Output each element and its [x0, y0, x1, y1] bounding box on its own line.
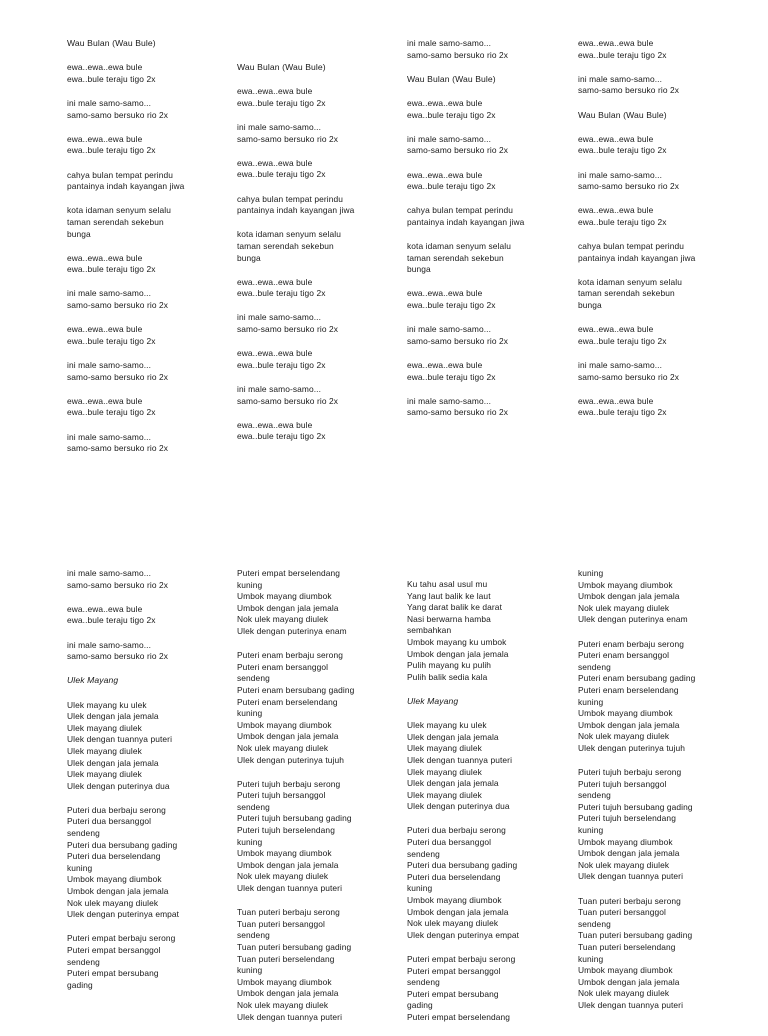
verse-line: sendeng [578, 918, 611, 929]
verse [578, 896, 746, 1012]
verse-line: Nok ulek mayang diulek [237, 614, 329, 625]
verse-line: Yang laut balik ke laut [407, 590, 491, 601]
verse-line: ewa..ewa..ewa bule [67, 133, 143, 144]
verse-line: Puteri enam bersanggol [578, 650, 670, 661]
verse-line: pantainya indah kayangan jiwa [407, 216, 525, 227]
verse [407, 205, 575, 228]
verse-line: ini male samo-samo... [407, 38, 492, 48]
verse-line: Nok ulek mayang diulek [67, 897, 159, 908]
song-title-text: Wau Bulan (Wau Bule) [237, 62, 326, 72]
verse-line: kuning [237, 836, 263, 847]
verse-line: Puteri dua berselendang [407, 871, 501, 882]
verse [578, 38, 746, 61]
verse-line: Puteri empat bersubang [67, 968, 159, 979]
verse [237, 158, 405, 181]
verse-line: Puteri empat bersanggol [67, 945, 161, 955]
verse-line: Ulek dengan puterinya tujuh [578, 742, 685, 753]
bottom-column-4 [578, 568, 746, 1024]
verse-line: Umbok mayang diumbok [237, 591, 332, 602]
verse-line: samo-samo bersuko rio 2x [578, 85, 680, 96]
verse-line: ini male samo-samo... [237, 312, 322, 323]
verse [407, 288, 575, 311]
verse-line: Puteri empat berselendang [237, 568, 341, 578]
verse [407, 134, 575, 157]
verse-line: samo-samo bersuko rio 2x [237, 133, 339, 144]
verse-line: Ulek mayang diulek [67, 722, 142, 733]
verse-line: ini male samo-samo... [67, 639, 152, 650]
verse-line: Ulek dengan puterinya tujuh [237, 754, 344, 765]
top-column-1 [67, 38, 235, 467]
verse [578, 568, 746, 626]
verse [407, 360, 575, 383]
verse [237, 348, 405, 371]
verse-line: sendeng [237, 673, 270, 684]
verse [67, 700, 235, 793]
verse-line: Nok ulek mayang diulek [578, 731, 670, 742]
bottom-column-2 [237, 568, 405, 1036]
verse-line: samo-samo bersuko rio 2x [407, 335, 509, 346]
verse-line: sembahkan [407, 625, 452, 636]
verse-line: ewa..bule teraju tigo 2x [67, 264, 156, 275]
verse-line: Ulek dengan jala jemala [67, 757, 159, 768]
verse-line: Puteri tujuh bersubang gading [578, 801, 693, 812]
song-title [67, 675, 235, 687]
verse [67, 360, 235, 383]
verse-line: Puteri empat berbaju serong [407, 954, 516, 964]
verse-line: Puteri enam bersanggol [237, 661, 329, 672]
verse-line: Ulek dengan puterinya enam [578, 614, 688, 625]
verse-line: sendeng [578, 661, 611, 672]
verse-line: Umbok dengan jala jemala [237, 602, 339, 613]
verse-line: samo-samo bersuko rio 2x [67, 443, 169, 454]
verse-line: samo-samo bersuko rio 2x [67, 300, 169, 311]
verse-line: bunga [237, 252, 261, 263]
verse-line: ini male samo-samo... [407, 133, 492, 144]
verse-line: Ulek mayang diulek [67, 769, 142, 780]
verse-line: taman serendah sekebun [578, 288, 675, 299]
verse [237, 568, 405, 638]
verse [407, 954, 575, 1024]
song-title-text: Wau Bulan (Wau Bule) [578, 109, 667, 120]
verse-line: Nok ulek mayang diulek [578, 602, 670, 613]
verse-line: ewa..bule teraju tigo 2x [578, 145, 667, 156]
verse-line: sendeng [237, 801, 270, 812]
verse-line: taman serendah sekebun [407, 252, 504, 263]
verse-line: ewa..ewa..ewa bule [237, 348, 313, 359]
verse-line: kuning [407, 883, 433, 894]
verse-line: kuning [578, 568, 604, 578]
verse-line: Ulek mayang diulek [407, 766, 482, 777]
verse-line: taman serendah sekebun [237, 240, 334, 251]
verse-line: Puteri tujuh bersubang gading [237, 813, 352, 824]
verse-line: Nasi berwarna hamba [407, 613, 491, 624]
verse-line: ewa..ewa..ewa bule [67, 395, 143, 406]
verse [578, 277, 746, 312]
verse-line: samo-samo bersuko rio 2x [67, 371, 169, 382]
verse-line: samo-samo bersuko rio 2x [407, 145, 509, 156]
song-title-text: Wau Bulan (Wau Bule) [407, 73, 496, 84]
verse-line: Umbok mayang diumbok [578, 579, 673, 590]
verse-line: Puteri dua bersubang gading [67, 839, 178, 850]
verse-line: sendeng [67, 956, 100, 967]
verse-line: Ulek dengan tuannya puteri [407, 754, 513, 765]
verse-line: ewa..ewa..ewa bule [237, 157, 313, 168]
verse [407, 241, 575, 276]
verse-line: Puteri tujuh berbaju serong [237, 778, 341, 789]
verse-line: Puteri dua bersanggol [407, 837, 492, 848]
verse-line: Ulek mayang diulek [407, 743, 482, 754]
verse-line: Ku tahu asal usul mu [407, 579, 488, 589]
verse [237, 229, 405, 264]
verse [67, 170, 235, 193]
verse-line: Tuan puteri bersanggol [237, 918, 326, 929]
verse [237, 194, 405, 217]
verse-line: Umbok dengan jala jemala [237, 988, 339, 999]
verse-line: Umbok mayang diumbok [578, 965, 673, 976]
verse-line: samo-samo bersuko rio 2x [578, 371, 680, 382]
verse [67, 253, 235, 276]
verse-line: cahya bulan tempat perindu [67, 169, 173, 180]
verse-line: ewa..ewa..ewa bule [67, 603, 143, 614]
verse [407, 98, 575, 121]
verse [67, 62, 235, 85]
verse-line: Umbok dengan jala jemala [578, 976, 680, 987]
verse-line: Ulek dengan tuannya puteri [578, 999, 684, 1010]
verse-line: ewa..bule teraju tigo 2x [67, 615, 156, 626]
verse-line: gading [407, 1000, 433, 1011]
verse-line: ewa..ewa..ewa bule [578, 205, 654, 216]
verse-line: Ulek dengan puterinya empat [67, 909, 180, 920]
verse-line: Ulek mayang ku ulek [407, 720, 487, 731]
verse-line: ewa..bule teraju tigo 2x [67, 73, 156, 84]
verse-line: Puteri dua berselendang [67, 851, 161, 862]
verse-line: ewa..bule teraju tigo 2x [578, 216, 667, 227]
verse-line: Puteri empat bersubang [407, 988, 499, 999]
verse-line: Puteri enam berbaju serong [237, 650, 343, 661]
verse-line: Ulek mayang ku ulek [67, 699, 147, 710]
verse-line: sendeng [578, 790, 611, 801]
verse [407, 396, 575, 419]
verse [237, 277, 405, 300]
verse-line: Nok ulek mayang diulek [237, 999, 329, 1010]
verse [578, 241, 746, 264]
verse-line: Ulek dengan tuannya puteri [578, 871, 684, 882]
verse-line: sendeng [237, 930, 270, 941]
verse [237, 384, 405, 407]
song-title [407, 696, 575, 708]
verse-line: Puteri dua berbaju serong [407, 825, 506, 836]
verse [407, 720, 575, 813]
verse-line: ewa..bule teraju tigo 2x [407, 300, 496, 311]
verse-line: kuning [67, 862, 93, 873]
verse [237, 86, 405, 109]
top-column-3 [407, 38, 575, 432]
verse-line: sendeng [407, 977, 440, 988]
verse-line: Pulih balik sedia kala [407, 671, 488, 682]
verse-line: ewa..bule teraju tigo 2x [407, 181, 496, 192]
verse-line: Umbok dengan jala jemala [407, 648, 509, 659]
verse-line: Ulek dengan jala jemala [67, 711, 159, 722]
verse-line: ewa..ewa..ewa bule [67, 324, 143, 335]
verse-line: ini male samo-samo... [67, 431, 152, 442]
verse-line: cahya bulan tempat perindu [407, 205, 513, 216]
verse-line: Umbok dengan jala jemala [67, 886, 169, 897]
verse-line: Ulek dengan puterinya empat [407, 929, 520, 940]
verse-line: Tuan puteri berbaju serong [578, 895, 681, 906]
top-column-2 [237, 62, 405, 456]
verse-line: ini male samo-samo... [67, 288, 152, 299]
verse-line: ini male samo-samo... [578, 169, 663, 180]
verse-line: samo-samo bersuko rio 2x [67, 109, 169, 120]
verse-line: Nok ulek mayang diulek [407, 918, 499, 929]
verse-line: Puteri tujuh bersanggol [578, 778, 667, 789]
verse-line: ini male samo-samo... [67, 360, 152, 371]
verse [578, 74, 746, 97]
verse-line: ewa..bule teraju tigo 2x [237, 431, 326, 442]
verse [407, 579, 575, 683]
bottom-column-1 [67, 568, 235, 1004]
verse-line: Ulek dengan puterinya dua [407, 801, 510, 812]
verse-line: ini male samo-samo... [407, 395, 492, 406]
verse-line: Umbok dengan jala jemala [578, 591, 680, 602]
verse-line: ewa..ewa..ewa bule [578, 133, 654, 144]
verse-line: Pulih mayang ku pulih [407, 660, 492, 671]
verse-line: pantainya indah kayangan jiwa [237, 205, 355, 216]
verse-line: ewa..bule teraju tigo 2x [407, 109, 496, 120]
verse-line: Yang darat balik ke darat [407, 602, 502, 613]
verse-line: Puteri empat bersanggol [407, 965, 501, 976]
verse-line: ini male samo-samo... [237, 121, 322, 132]
verse-line: ewa..bule teraju tigo 2x [67, 145, 156, 156]
verse-line: Umbok mayang diumbok [237, 719, 332, 730]
verse-line: Umbok dengan jala jemala [578, 719, 680, 730]
verse-line: Tuan puteri berbaju serong [237, 907, 340, 918]
verse-line: Umbok dengan jala jemala [237, 731, 339, 742]
verse [67, 288, 235, 311]
verse-line: samo-samo bersuko rio 2x [407, 49, 509, 60]
verse [67, 432, 235, 455]
verse-line: ini male samo-samo... [237, 384, 322, 395]
verse-line: Puteri enam berselendang [237, 696, 338, 707]
verse-line: samo-samo bersuko rio 2x [578, 181, 680, 192]
verse [578, 134, 746, 157]
song-title-text: Ulek Mayang [67, 675, 119, 686]
verse [578, 639, 746, 755]
verse-line: Nok ulek mayang diulek [578, 988, 670, 999]
verse [67, 134, 235, 157]
verse-line: ewa..ewa..ewa bule [67, 252, 143, 263]
verse-line: Umbok mayang ku umbok [407, 636, 507, 647]
verse-line: ewa..ewa..ewa bule [407, 288, 483, 299]
verse-line: ewa..bule teraju tigo 2x [67, 335, 156, 346]
verse-line: Puteri empat berselendang [407, 1011, 511, 1022]
song-title-text: Wau Bulan (Wau Bule) [67, 38, 156, 48]
verse-line: Puteri enam berbaju serong [578, 638, 684, 649]
verse-line: ewa..bule teraju tigo 2x [578, 335, 667, 346]
verse-line: Umbok mayang diumbok [578, 708, 673, 719]
verse-line: ini male samo-samo... [67, 568, 152, 578]
verse-line: Tuan puteri berselendang [578, 942, 676, 952]
verse [578, 767, 746, 883]
verse-line: cahya bulan tempat perindu [237, 193, 343, 204]
verse [578, 170, 746, 193]
verse-line: bunga [67, 228, 91, 239]
verse-line: kuning [237, 579, 263, 590]
verse-line: sendeng [407, 848, 440, 859]
verse-line: Nok ulek mayang diulek [237, 742, 329, 753]
verse-line: kota idaman senyum selalu [407, 241, 511, 252]
verse-line: kuning [578, 696, 604, 707]
verse-line: Puteri tujuh berselendang [578, 813, 676, 824]
verse-line: ewa..ewa..ewa bule [578, 395, 654, 406]
verse-line: ewa..bule teraju tigo 2x [237, 169, 326, 180]
verse-line: Ulek dengan tuannya puteri [237, 1011, 343, 1022]
verse-line: Puteri tujuh berbaju serong [578, 767, 682, 778]
verse-line: Umbok mayang diumbok [237, 976, 332, 987]
verse-line: ewa..ewa..ewa bule [407, 360, 483, 371]
verse-line: Ulek dengan tuannya puteri [67, 734, 173, 745]
verse [67, 324, 235, 347]
verse-line: pantainya indah kayangan jiwa [578, 252, 696, 263]
verse [578, 396, 746, 419]
verse-line: Umbok dengan jala jemala [237, 859, 339, 870]
verse-line: Umbok dengan jala jemala [407, 906, 509, 917]
verse [237, 650, 405, 766]
verse-line: ewa..bule teraju tigo 2x [237, 359, 326, 370]
verse-line: Puteri tujuh bersanggol [237, 790, 326, 801]
verse-line: Puteri dua bersanggol [67, 816, 152, 827]
verse-line: Ulek mayang diulek [67, 745, 142, 756]
verse-line: Puteri dua berbaju serong [67, 804, 166, 815]
verse-line: kota idaman senyum selalu [237, 229, 341, 240]
verse-line: ewa..ewa..ewa bule [237, 419, 313, 430]
verse-line: samo-samo bersuko rio 2x [407, 407, 509, 418]
verse-line: Puteri tujuh berselendang [237, 825, 335, 836]
verse-line: Puteri enam bersubang gading [237, 684, 355, 695]
verse-line: ewa..bule teraju tigo 2x [67, 407, 156, 418]
verse-line: ewa..ewa..ewa bule [578, 38, 654, 48]
verse-line: ini male samo-samo... [578, 73, 663, 84]
song-title [67, 38, 235, 50]
verse-line: pantainya indah kayangan jiwa [67, 181, 185, 192]
verse [407, 38, 575, 61]
verse [67, 98, 235, 121]
verse-line: ewa..bule teraju tigo 2x [407, 371, 496, 382]
verse-line: bunga [407, 264, 431, 275]
verse-line: Puteri empat berbaju serong [67, 933, 176, 944]
verse-line: gading [67, 979, 93, 990]
verse-line: Tuan puteri bersubang gading [237, 942, 352, 952]
verse-line: Tuan puteri berselendang [237, 953, 335, 964]
verse-line: ini male samo-samo... [407, 324, 492, 335]
verse-line: kuning [237, 965, 263, 976]
song-title [578, 110, 746, 122]
verse-line: Ulek mayang diulek [407, 789, 482, 800]
verse [578, 324, 746, 347]
verse-line: kota idaman senyum selalu [578, 276, 682, 287]
verse-line: ewa..ewa..ewa bule [407, 169, 483, 180]
top-column-4 [578, 38, 746, 432]
verse-line: ewa..bule teraju tigo 2x [578, 407, 667, 418]
verse [67, 604, 235, 627]
song-title [407, 74, 575, 86]
verse [578, 360, 746, 383]
verse-line: ewa..ewa..ewa bule [67, 62, 143, 73]
verse-line: kota idaman senyum selalu [67, 205, 171, 216]
verse-line: Ulek dengan puterinya enam [237, 625, 347, 636]
verse-line: Umbok mayang diumbok [67, 874, 162, 885]
verse-line: Ulek dengan jala jemala [407, 778, 499, 789]
verse-line: sendeng [67, 828, 100, 839]
verse [407, 170, 575, 193]
verse [407, 324, 575, 347]
verse-line: samo-samo bersuko rio 2x [237, 395, 339, 406]
verse-line: Tuan puteri bersanggol [578, 907, 667, 918]
verse [67, 933, 235, 991]
verse-line: Nok ulek mayang diulek [237, 871, 329, 882]
verse [237, 420, 405, 443]
verse-line: samo-samo bersuko rio 2x [67, 579, 169, 590]
verse [67, 396, 235, 419]
verse-line: cahya bulan tempat perindu [578, 241, 684, 252]
verse-line: Puteri enam bersubang gading [578, 673, 696, 684]
verse [67, 640, 235, 663]
bottom-column-3 [407, 579, 575, 1036]
verse-line: Ulek dengan jala jemala [407, 731, 499, 742]
verse-line: ewa..bule teraju tigo 2x [237, 97, 326, 108]
verse-line: kuning [578, 825, 604, 836]
verse-line: Tuan puteri bersubang gading [578, 930, 693, 941]
verse-line: samo-samo bersuko rio 2x [237, 324, 339, 335]
song-title-text: Ulek Mayang [407, 695, 459, 706]
verse-line: kuning [237, 708, 263, 719]
verse-line: samo-samo bersuko rio 2x [67, 651, 169, 662]
song-title [237, 62, 405, 74]
verse [67, 805, 235, 921]
verse-line: ewa..ewa..ewa bule [578, 324, 654, 335]
verse-line: ewa..bule teraju tigo 2x [237, 288, 326, 299]
verse-line: Umbok mayang diumbok [237, 848, 332, 859]
verse-line: ini male samo-samo... [67, 97, 152, 108]
verse-line: Puteri enam berselendang [578, 684, 679, 695]
verse [237, 122, 405, 145]
verse-line: Nok ulek mayang diulek [578, 859, 670, 870]
verse-line: bunga [578, 300, 602, 311]
verse-line: kuning [578, 953, 604, 964]
verse-line: Umbok dengan jala jemala [578, 848, 680, 859]
verse-line: Umbok mayang diumbok [578, 836, 673, 847]
verse [237, 907, 405, 1023]
verse-line: ewa..ewa..ewa bule [237, 276, 313, 287]
verse [407, 825, 575, 941]
verse-line: Ulek dengan tuannya puteri [237, 883, 343, 894]
verse-line: ewa..bule teraju tigo 2x [578, 49, 667, 60]
verse-line: taman serendah sekebun [67, 216, 164, 227]
verse-line: ini male samo-samo... [578, 360, 663, 371]
verse-line: ewa..ewa..ewa bule [237, 86, 313, 97]
verse [237, 779, 405, 895]
verse [67, 205, 235, 240]
verse-line: Puteri dua bersubang gading [407, 860, 518, 871]
verse-line: Ulek dengan puterinya dua [67, 780, 170, 791]
verse [67, 568, 235, 591]
verse-line: ewa..ewa..ewa bule [407, 97, 483, 108]
verse [237, 312, 405, 335]
verse [578, 205, 746, 228]
verse-line: Umbok mayang diumbok [407, 895, 502, 906]
